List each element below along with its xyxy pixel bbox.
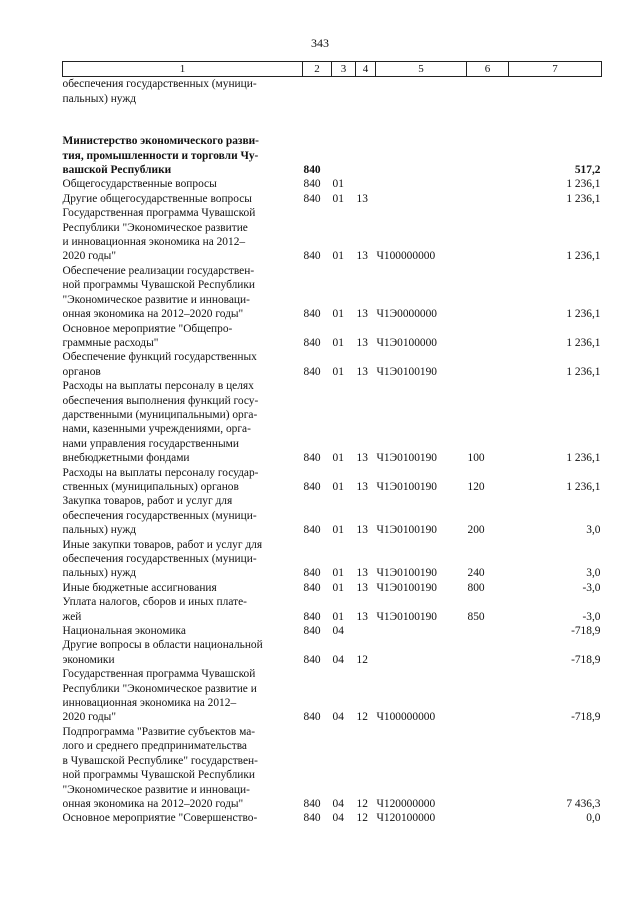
target-article-code-cell: Ч120000000 xyxy=(376,797,436,810)
budget-table xyxy=(62,61,602,826)
column-header: 4 xyxy=(356,62,376,77)
expense-type-code-cell: 120 xyxy=(467,480,485,493)
expense-type-code-cell xyxy=(467,264,509,322)
row-name-cell: Основное мероприятие "Общепро- граммные расходы" xyxy=(62,322,233,349)
target-article-code-cell xyxy=(376,638,467,667)
ministry-code-cell: 840 xyxy=(303,480,321,493)
expense-type-code-cell xyxy=(467,106,509,134)
section-code-cell: 01 xyxy=(332,250,344,263)
section-code-cell xyxy=(332,77,356,106)
ministry-code-cell: 840 xyxy=(303,524,321,537)
target-article-code-cell xyxy=(376,177,467,191)
subsection-code-cell xyxy=(356,77,376,106)
column-header: 6 xyxy=(467,62,509,77)
row-name-cell: Расходы на выплаты персоналу в целях обеспечения выполнения функций госу- дарственными (муниципальными) орга- нами, казенными учреждениями, орга- нами управления государственными внебюджетными фондами xyxy=(62,380,259,465)
target-article-code-cell: Ч1Э0100000 xyxy=(376,336,437,349)
row-name-cell: Государственная программа Чувашской Республики "Экономическое развитие и инновационная экономика на 2012– 2020 годы" xyxy=(62,207,256,263)
row-name-cell xyxy=(63,106,303,134)
amount-cell: 517,2 xyxy=(574,164,601,177)
expense-type-code-cell xyxy=(467,624,509,638)
section-code-cell: 01 xyxy=(332,178,344,191)
row-name-cell: Общегосударственные вопросы xyxy=(62,178,217,191)
ministry-code-cell: 840 xyxy=(303,336,321,349)
amount-cell: -3,0 xyxy=(582,581,601,594)
target-article-code-cell: Ч1Э0100190 xyxy=(376,365,437,378)
ministry-code-cell: 840 xyxy=(303,250,321,263)
ministry-code-cell: 840 xyxy=(303,308,321,321)
subsection-code-cell: 13 xyxy=(356,192,368,205)
target-article-code-cell: Ч1Э0100190 xyxy=(376,567,437,580)
subsection-code-cell: 13 xyxy=(356,250,368,263)
table-row xyxy=(63,538,602,581)
subsection-code-cell: 13 xyxy=(356,581,368,594)
ministry-code-cell: 840 xyxy=(303,192,321,205)
amount-cell: 1 236,1 xyxy=(566,192,601,205)
ministry-code-cell: 840 xyxy=(303,812,321,825)
amount-cell: 1 236,1 xyxy=(566,308,601,321)
expense-type-code-cell xyxy=(467,134,509,177)
table-row xyxy=(63,192,602,206)
amount-cell xyxy=(509,106,602,134)
subsection-code-cell xyxy=(356,134,376,177)
amount-cell: 1 236,1 xyxy=(566,480,601,493)
row-name-cell: Расходы на выплаты персоналу государ- ственных (муниципальных) органов xyxy=(62,466,259,493)
subsection-code-cell: 13 xyxy=(356,524,368,537)
ministry-code-cell: 840 xyxy=(303,567,321,580)
subsection-code-cell xyxy=(356,624,376,638)
section-code-cell: 01 xyxy=(332,581,344,594)
column-header: 2 xyxy=(303,62,332,77)
subsection-code-cell: 12 xyxy=(356,711,368,724)
section-code-cell: 01 xyxy=(332,308,344,321)
amount-cell: 3,0 xyxy=(586,524,601,537)
ministry-code-cell: 840 xyxy=(303,610,321,623)
ministry-code-cell: 840 xyxy=(303,164,321,177)
row-name-cell: обеспечения государственных (муници- пальных) нужд xyxy=(62,78,257,105)
row-name-cell: Иные закупки товаров, работ и услуг для обеспечения государственных (муници- пальных) нужд xyxy=(62,538,263,580)
expense-type-code-cell xyxy=(467,77,509,106)
section-code-cell: 01 xyxy=(332,336,344,349)
amount-cell: -718,9 xyxy=(571,625,601,638)
amount-cell: -3,0 xyxy=(582,610,601,623)
table-row xyxy=(63,581,602,595)
row-name-cell: Государственная программа Чувашской Республики "Экономическое развитие и инновационная экономика на 2012– 2020 годы" xyxy=(62,668,257,724)
row-name-cell: Министерство экономического разви- тия, промышленности и торговли Чу- вашской Республики xyxy=(62,135,259,177)
ministry-code-cell: 840 xyxy=(303,452,321,465)
target-article-code-cell xyxy=(376,624,467,638)
section-code-cell: 01 xyxy=(332,524,344,537)
subsection-code-cell xyxy=(356,177,376,191)
target-article-code-cell: Ч1Э0100190 xyxy=(376,610,437,623)
amount-cell: -718,9 xyxy=(571,653,601,666)
column-header: 5 xyxy=(376,62,467,77)
expense-type-code-cell xyxy=(467,206,509,264)
section-code-cell: 04 xyxy=(332,711,344,724)
subsection-code-cell: 13 xyxy=(356,308,368,321)
table-spacer-row xyxy=(63,106,602,134)
ministry-code-cell: 840 xyxy=(303,797,321,810)
table-body xyxy=(63,77,602,826)
subsection-code-cell xyxy=(356,106,376,134)
section-code-cell: 01 xyxy=(332,610,344,623)
subsection-code-cell: 13 xyxy=(356,336,368,349)
expense-type-code-cell: 100 xyxy=(467,452,485,465)
row-name-cell: Другие общегосударственные вопросы xyxy=(62,192,252,205)
row-name-cell: Иные бюджетные ассигнования xyxy=(62,581,217,594)
page-number: 343 xyxy=(311,36,329,50)
ministry-code-cell xyxy=(303,77,332,106)
target-article-code-cell: Ч100000000 xyxy=(376,250,436,263)
row-name-cell: Обеспечение реализации государствен- ной программы Чувашской Республики "Экономическое развитие и инноваци- онная экономика на 2012–2020 годы" xyxy=(62,264,256,321)
row-name-cell: Основное мероприятие "Совершенство- xyxy=(62,812,258,825)
expense-type-code-cell xyxy=(467,667,509,725)
column-header: 7 xyxy=(509,62,602,77)
amount-cell: 3,0 xyxy=(586,567,601,580)
ministry-code-cell: 840 xyxy=(303,365,321,378)
table-row xyxy=(63,77,602,106)
amount-cell: 7 436,3 xyxy=(566,797,601,810)
amount-cell: 1 236,1 xyxy=(566,250,601,263)
target-article-code-cell xyxy=(376,106,467,134)
subsection-code-cell: 13 xyxy=(356,452,368,465)
table-row xyxy=(63,379,602,465)
target-article-code-cell: Ч100000000 xyxy=(376,711,436,724)
target-article-code-cell xyxy=(376,77,467,106)
amount-cell: 1 236,1 xyxy=(566,365,601,378)
section-code-cell: 04 xyxy=(332,797,344,810)
table-row xyxy=(63,177,602,191)
row-name-cell: Национальная экономика xyxy=(62,625,186,638)
subsection-code-cell: 13 xyxy=(356,567,368,580)
expense-type-code-cell: 240 xyxy=(467,567,485,580)
table-row xyxy=(63,350,602,379)
table-row xyxy=(63,725,602,811)
table-row xyxy=(63,624,602,638)
expense-type-code-cell xyxy=(467,725,509,811)
table-row xyxy=(63,667,602,725)
subsection-code-cell: 12 xyxy=(356,812,368,825)
ministry-code-cell: 840 xyxy=(303,711,321,724)
ministry-code-cell: 840 xyxy=(303,625,321,638)
table-row xyxy=(63,638,602,667)
section-code-cell xyxy=(332,134,356,177)
table-row xyxy=(63,264,602,322)
expense-type-code-cell: 850 xyxy=(467,610,485,623)
section-code-cell: 01 xyxy=(332,567,344,580)
expense-type-code-cell: 200 xyxy=(467,524,485,537)
target-article-code-cell: Ч1Э0100190 xyxy=(376,581,437,594)
expense-type-code-cell xyxy=(467,322,509,351)
expense-type-code-cell xyxy=(467,177,509,191)
amount-cell: 1 236,1 xyxy=(566,452,601,465)
row-name-cell: Другие вопросы в области национальной экономики xyxy=(62,639,263,666)
expense-type-code-cell xyxy=(467,811,509,825)
row-name-cell: Подпрограмма "Развитие субъектов ма- лого и среднего предпринимательства в Чувашской Республике" государствен- ной программы Чувашской Республики "Экономическое развитие и инноваци- онная экономика на 2012–2020 годы" xyxy=(62,725,258,810)
expense-type-code-cell xyxy=(467,192,509,206)
subsection-code-cell: 12 xyxy=(356,797,368,810)
table-row xyxy=(63,206,602,264)
table-row xyxy=(63,134,602,177)
subsection-code-cell: 13 xyxy=(356,610,368,623)
row-name-cell: Уплата налогов, сборов и иных плате- жей xyxy=(62,596,247,623)
target-article-code-cell xyxy=(376,134,467,177)
section-code-cell: 01 xyxy=(332,452,344,465)
amount-cell: 0,0 xyxy=(586,812,601,825)
target-article-code-cell: Ч1Э0100190 xyxy=(376,452,437,465)
target-article-code-cell: Ч120100000 xyxy=(376,812,436,825)
target-article-code-cell: Ч1Э0000000 xyxy=(376,308,437,321)
row-name-cell: Закупка товаров, работ и услуг для обеспечения государственных (муници- пальных) нужд xyxy=(62,495,257,537)
ministry-code-cell: 840 xyxy=(303,178,321,191)
expense-type-code-cell xyxy=(467,638,509,667)
ministry-code-cell xyxy=(303,106,332,134)
amount-cell: 1 236,1 xyxy=(566,178,601,191)
section-code-cell: 04 xyxy=(332,625,344,638)
table-row xyxy=(63,322,602,351)
target-article-code-cell: Ч1Э0100190 xyxy=(376,480,437,493)
section-code-cell: 01 xyxy=(332,480,344,493)
amount-cell xyxy=(509,77,602,106)
amount-cell: -718,9 xyxy=(571,711,601,724)
section-code-cell: 01 xyxy=(332,192,344,205)
subsection-code-cell: 13 xyxy=(356,480,368,493)
column-number-header xyxy=(63,62,602,77)
target-article-code-cell: Ч1Э0100190 xyxy=(376,524,437,537)
table-row xyxy=(63,595,602,624)
subsection-code-cell: 12 xyxy=(356,653,368,666)
ministry-code-cell: 840 xyxy=(303,581,321,594)
expense-type-code-cell xyxy=(467,350,509,379)
section-code-cell: 01 xyxy=(332,365,344,378)
target-article-code-cell xyxy=(376,192,467,206)
subsection-code-cell: 13 xyxy=(356,365,368,378)
section-code-cell xyxy=(332,106,356,134)
section-code-cell: 04 xyxy=(332,653,344,666)
ministry-code-cell: 840 xyxy=(303,653,321,666)
column-header: 1 xyxy=(63,62,303,77)
section-code-cell: 04 xyxy=(332,812,344,825)
table-row xyxy=(63,466,602,495)
expense-type-code-cell: 800 xyxy=(467,581,485,594)
amount-cell: 1 236,1 xyxy=(566,336,601,349)
row-name-cell: Обеспечение функций государственных органов xyxy=(62,351,257,378)
column-header: 3 xyxy=(332,62,356,77)
table-row xyxy=(63,811,602,825)
table-row xyxy=(63,494,602,537)
